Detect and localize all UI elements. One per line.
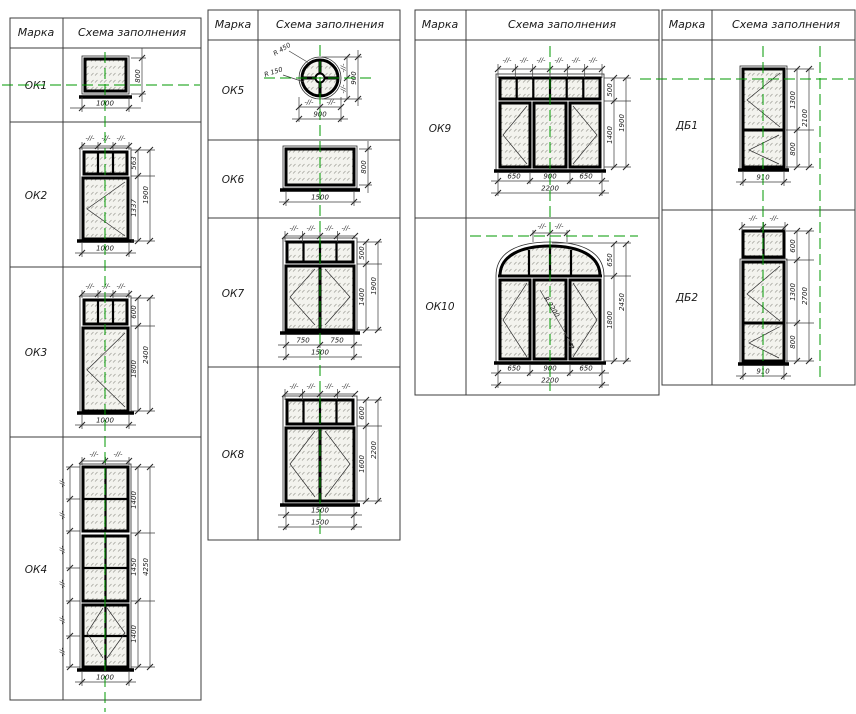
dim-label: 1500: [311, 518, 329, 527]
table-4-header-scheme: Схема заполнения: [732, 18, 840, 31]
dim-label: 1000: [96, 99, 114, 108]
equal-mark: -//-: [502, 56, 512, 64]
equal-mark: -//-: [85, 134, 95, 142]
dim-label: 1900: [618, 114, 626, 132]
dim-label: 650: [579, 364, 593, 373]
equal-mark: -//-: [536, 56, 546, 64]
equal-mark: -//-: [101, 134, 111, 142]
dim-label: 800: [789, 335, 797, 349]
window-ok7: [278, 224, 382, 360]
equal-mark: -//-: [769, 214, 779, 222]
mark-ok1: ОК1: [24, 80, 48, 92]
equal-mark: -//-: [289, 224, 299, 232]
window-ok6: [279, 141, 372, 206]
dim-label: 1900: [370, 277, 378, 295]
dim-label: 2700: [801, 287, 809, 305]
dim-label: 1000: [96, 244, 114, 253]
equal-mark: -//-: [58, 510, 66, 520]
dim-label: 1900: [142, 186, 150, 204]
window-ok8: [278, 382, 382, 530]
dim-label: 1300: [789, 91, 797, 109]
window-ok10: [491, 222, 631, 388]
dim-label: 1000: [96, 416, 114, 425]
dim-label: 800: [789, 142, 797, 156]
equal-mark: -//-: [324, 224, 334, 232]
dim-label: 650: [606, 253, 614, 267]
equal-mark: -//-: [304, 98, 314, 106]
equal-mark: -//-: [58, 545, 66, 555]
equal-mark: -//-: [537, 222, 547, 230]
window-ok3: [75, 282, 155, 429]
equal-mark: -//-: [58, 579, 66, 589]
dim-label: 900: [350, 71, 358, 85]
dim-label: 2450: [618, 293, 626, 311]
dim-label: 1450: [130, 558, 138, 576]
window-ok5: [263, 41, 362, 122]
equal-mark: -//-: [116, 134, 126, 142]
dim-label: 500: [358, 246, 366, 260]
dim-label: 1337: [130, 199, 138, 217]
dim-label: 650: [579, 172, 593, 181]
dim-label: 2200: [541, 184, 559, 193]
equal-mark: -//-: [306, 224, 316, 232]
table-1-header-mark: Марка: [17, 26, 55, 39]
dim-label: 1400: [130, 491, 138, 509]
mark-ok4: ОК4: [24, 564, 48, 576]
dim-label: 1400: [358, 288, 366, 306]
dim-label: 750: [330, 336, 344, 345]
dim-label: 4250: [142, 558, 150, 576]
equal-mark: -//-: [113, 450, 123, 458]
equal-mark: -//-: [85, 282, 95, 290]
dim-label: 650: [507, 364, 521, 373]
dim-label: 563: [130, 156, 138, 170]
dim-label: 2100: [801, 109, 809, 127]
equal-mark: -//-: [326, 98, 336, 106]
mark-ok7: ОК7: [221, 288, 245, 300]
equal-mark: -//-: [101, 282, 111, 290]
radius-label: R 2200: [542, 295, 562, 319]
table-4-header-mark: Марка: [668, 18, 706, 31]
table-3-header-mark: Марка: [421, 18, 459, 31]
equal-mark: -//-: [554, 56, 564, 64]
dim-label: 1400: [606, 126, 614, 144]
dim-label: 600: [789, 239, 797, 253]
equal-mark: -//-: [58, 647, 66, 657]
door-db2: [736, 214, 814, 380]
dim-label: 2200: [370, 441, 378, 459]
dim-label: 600: [130, 305, 138, 319]
table-3-header-scheme: Схема заполнения: [508, 18, 616, 31]
dim-label: 910: [756, 173, 770, 182]
dim-label: 1800: [130, 360, 138, 378]
dim-label: 1600: [358, 455, 366, 473]
equal-mark: -//-: [306, 382, 316, 390]
dim-label: 750: [296, 336, 310, 345]
radius-label: R 450: [271, 40, 293, 58]
mark-db2: ДБ2: [675, 292, 699, 304]
equal-mark: -//-: [519, 56, 529, 64]
table-2-header-mark: Марка: [214, 18, 252, 31]
dim-label: 900: [543, 172, 557, 181]
dim-label: 1500: [311, 506, 329, 515]
equal-mark: -//-: [748, 214, 758, 222]
door-db1: [736, 66, 814, 186]
equal-mark: -//-: [341, 382, 351, 390]
dim-label: 500: [606, 83, 614, 97]
equal-mark: -//-: [339, 84, 347, 94]
equal-mark: -//-: [289, 382, 299, 390]
equal-mark: -//-: [341, 224, 351, 232]
dim-label: 2400: [142, 346, 150, 364]
window-ok2: [75, 134, 155, 257]
dim-label: 800: [360, 160, 368, 174]
dim-label: 910: [756, 367, 770, 376]
window-ok4: [58, 450, 155, 686]
window-ok1: [70, 48, 146, 112]
dim-label: 650: [507, 172, 521, 181]
equal-mark: -//-: [58, 615, 66, 625]
equal-mark: -//-: [554, 222, 564, 230]
mark-ok9: ОК9: [428, 123, 452, 135]
dim-label: 1000: [96, 673, 114, 682]
dim-label: 1300: [789, 283, 797, 301]
mark-ok8: ОК8: [221, 449, 245, 461]
mark-ok2: ОК2: [24, 190, 48, 202]
equal-mark: -//-: [571, 56, 581, 64]
window-ok9: [491, 56, 631, 196]
dim-label: 1400: [130, 625, 138, 643]
mark-db1: ДБ1: [675, 120, 699, 132]
dim-label: 900: [543, 364, 557, 373]
table-1-header-scheme: Схема заполнения: [78, 26, 186, 39]
dim-label: 600: [358, 406, 366, 420]
dim-label: 1800: [606, 311, 614, 329]
equal-mark: -//-: [324, 382, 334, 390]
equal-mark: -//-: [339, 63, 347, 73]
dim-label: 900: [313, 110, 327, 119]
dim-label: 1500: [311, 348, 329, 357]
mark-ok3: ОК3: [24, 347, 48, 359]
equal-mark: -//-: [116, 282, 126, 290]
mark-ok10: ОК10: [425, 301, 455, 313]
dim-label: 800: [134, 69, 142, 83]
mark-ok6: ОК6: [221, 174, 245, 186]
equal-mark: -//-: [89, 450, 99, 458]
table-2-header-scheme: Схема заполнения: [276, 18, 384, 31]
dim-label: 2200: [541, 376, 559, 385]
radius-label: R 150: [263, 65, 284, 79]
equal-mark: -//-: [58, 478, 66, 488]
mark-ok5: ОК5: [221, 85, 245, 97]
dim-label: 1500: [311, 193, 329, 202]
equal-mark: -//-: [588, 56, 598, 64]
